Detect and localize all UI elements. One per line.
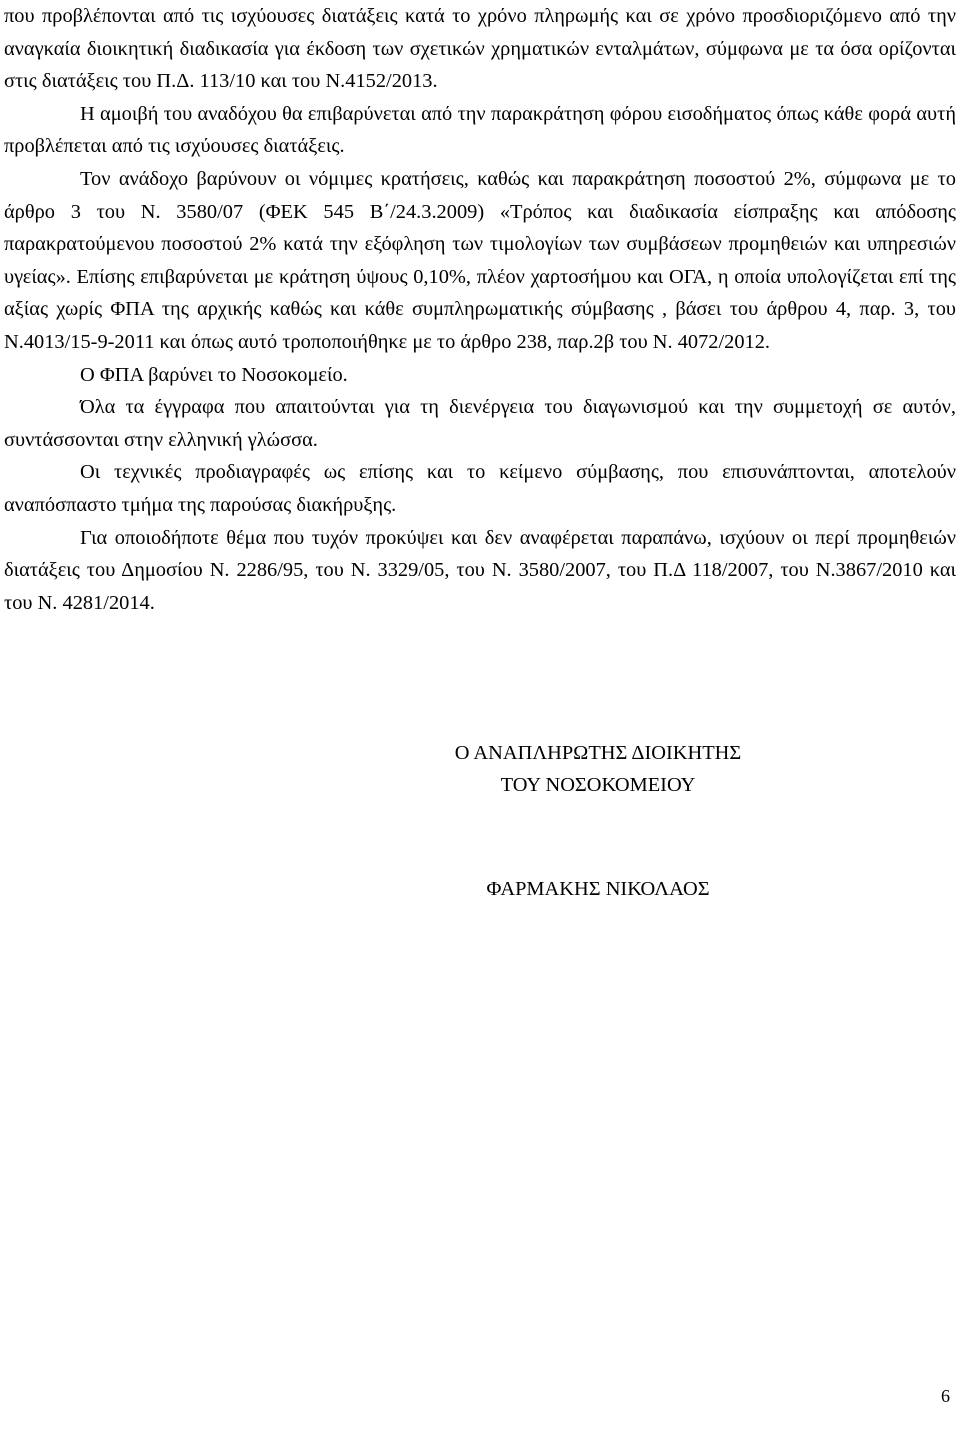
paragraph-applicable-law: Για οποιοδήποτε θέμα που τυχόν προκύψει και δεν αναφέρεται παραπάνω, ισχύουν οι περί προμηθειών διατάξεις του Δημοσίου Ν. 2286/95, του Ν. 3329/05, του Ν. 3580/2007, του Π.Δ 118/2007, του Ν.3867/2010 και του Ν. 4281/2014. bbox=[4, 526, 956, 614]
signature-title-line1: Ο ΑΝΑΠΛΗΡΩΤΗΣ ΔΙΟΙΚΗΤΗΣ bbox=[454, 742, 742, 764]
paragraph-vat: Ο ΦΠΑ βαρύνει το Νοσοκομείο. bbox=[80, 363, 348, 386]
paragraph-language: Όλα τα έγγραφα που απαιτούνται για τη διενέργεια του διαγωνισμού και την συμμετοχή σε αυτόν, συντάσσονται στην ελληνική γλώσσα. bbox=[4, 396, 956, 451]
signatory-name: ΦΑΡΜΑΚΗΣ ΝΙΚΟΛΑΟΣ bbox=[486, 878, 710, 900]
paragraph-income-tax: Η αμοιβή του αναδόχου θα επιβαρύνεται από την παρακράτηση φόρου εισοδήματος όπως κάθε φορά αυτή προβλέπεται από τις ισχύουσες διατάξεις. bbox=[4, 102, 956, 158]
signature-title-line2: ΤΟΥ ΝΟΣΟΚΟΜΕΙΟΥ bbox=[500, 774, 696, 796]
signature-title bbox=[0, 737, 960, 801]
paragraph-legal-deductions: Τον ανάδοχο βαρύνουν οι νόμιμες κρατήσεις, καθώς και παρακράτηση ποσοστού 2%, σύμφωνα με το άρθρο 3 του Ν. 3580/07 (ΦΕΚ 545 Β΄/24.3.2009) «Τρόπος και διαδικασία είσπραξης και απόδοσης παρακρατούμενου ποσοστού 2% κατά την εξόφληση των τιμολογίων των συμβάσεων προμηθειών και υπηρεσιών υγείας». Επίσης επιβαρύνεται με κράτηση ύψους 0,10%, πλέον χαρτοσήμου και ΟΓΑ, η οποία υπολογίζεται επί της αξίας χωρίς ΦΠΑ της αρχικής καθώς και κάθε συμπληρωματικής σύμβασης , βάσει του άρθρου 4, παρ. 3, του Ν.4013/15-9-2011 και όπως αυτό τροποποιήθηκε με το άρθρο 238, παρ.2β του Ν. 4072/2012. bbox=[4, 167, 956, 353]
document-body bbox=[4, 0, 956, 619]
page-number: 6 bbox=[941, 1386, 950, 1406]
paragraph-technical-specs: Οι τεχνικές προδιαγραφές ως επίσης και το κείμενο σύμβασης, που επισυνάπτονται, αποτελούν αναπόσπαστο τμήμα της παρούσας διακήρυξης. bbox=[4, 461, 956, 516]
paragraph-payment-terms: που προβλέπονται από τις ισχύουσες διατάξεις κατά το χρόνο πληρωμής και σε χρόνο προσδιοριζόμενο από την αναγκαία διοικητική διαδικασία για έκδοση των σχετικών χρηματικών ενταλμάτων, σύμφωνα με τα όσα ορίζονται στις διατάξεις του Π.Δ. 113/10 και του Ν.4152/2013. bbox=[4, 5, 956, 93]
